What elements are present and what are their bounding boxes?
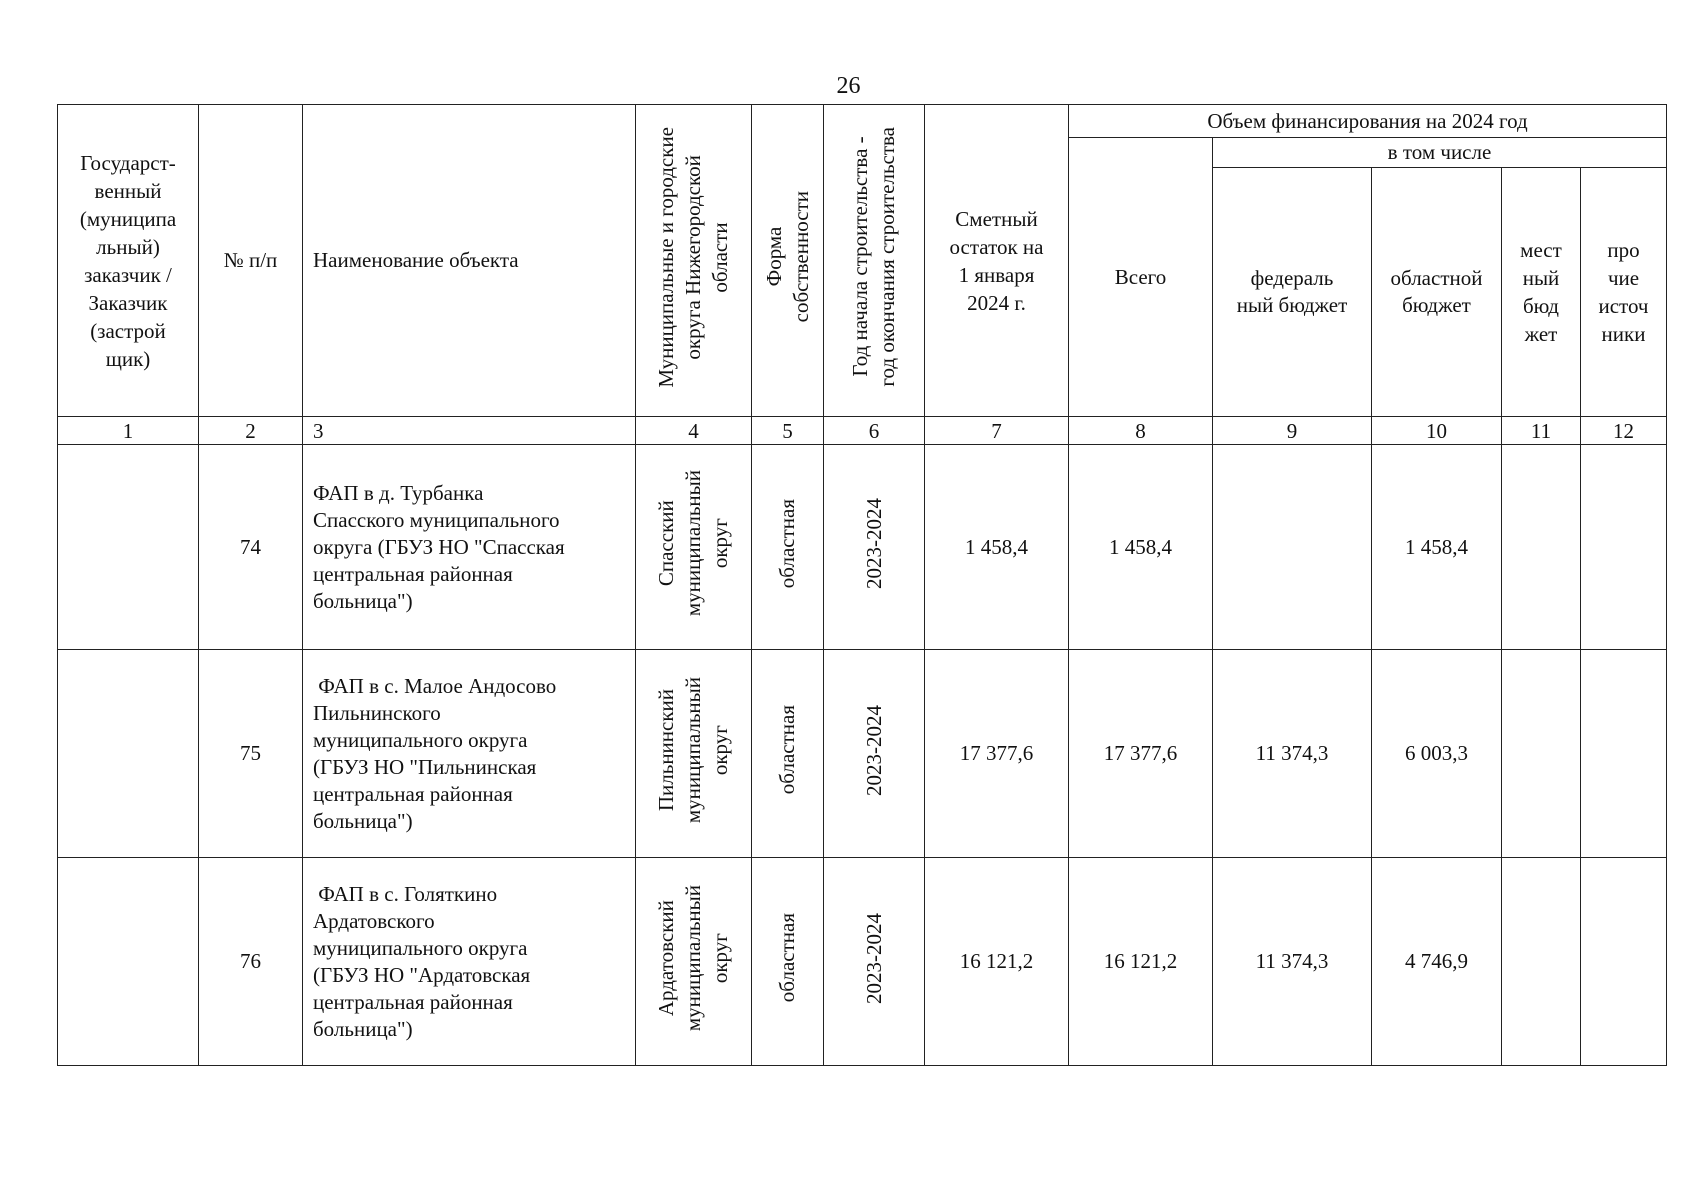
header-regional: областной бюджет xyxy=(1372,168,1502,417)
header-including: в том числе xyxy=(1213,138,1667,168)
object-name-line: округа (ГБУЗ НО "Спасская xyxy=(313,534,565,559)
object-name-line: ФАП в с. Голяткино xyxy=(313,881,498,906)
cell-regional: 4 746,9 xyxy=(1372,858,1502,1066)
object-name-line: (ГБУЗ НО "Ардатовская xyxy=(313,962,531,987)
cell-object-name xyxy=(303,858,636,1066)
column-number: 4 xyxy=(636,417,752,445)
object-name-line: Пильнинского xyxy=(313,700,441,725)
column-number: 8 xyxy=(1069,417,1213,445)
cell-municipality xyxy=(636,445,752,650)
cell-other xyxy=(1581,858,1667,1066)
cell-federal: 11 374,3 xyxy=(1213,858,1372,1066)
header-financing: Объем финансирования на 2024 год xyxy=(1069,105,1667,138)
years-text: 2023-2024 xyxy=(861,704,886,796)
cell-customer xyxy=(58,650,199,858)
object-name-line: центральная районная xyxy=(313,781,513,806)
column-number: 7 xyxy=(925,417,1069,445)
years-text: 2023-2024 xyxy=(861,498,886,589)
cell-total: 1 458,4 xyxy=(1069,445,1213,650)
column-number: 1 xyxy=(58,417,199,445)
header-object-name: Наименование объекта xyxy=(303,105,636,417)
header-ownership-text: Форма собственности xyxy=(761,191,813,323)
ownership-text: областная xyxy=(775,498,799,589)
column-number: 3 xyxy=(303,417,636,445)
cell-num: 75 xyxy=(199,650,303,858)
object-name-line: ФАП в д. Турбанка xyxy=(313,480,484,505)
object-name-line: больница") xyxy=(313,808,413,833)
object-name-line: Ардатовского xyxy=(313,908,435,933)
cell-other xyxy=(1581,650,1667,858)
cell-federal xyxy=(1213,445,1372,650)
object-name-line: больница") xyxy=(313,588,413,613)
cell-estimate: 17 377,6 xyxy=(925,650,1069,858)
column-number: 5 xyxy=(752,417,824,445)
header-years-text: Год начала строительства - год окончания строительства xyxy=(848,127,899,387)
cell-estimate: 16 121,2 xyxy=(925,858,1069,1066)
column-number: 2 xyxy=(199,417,303,445)
cell-object-name xyxy=(303,650,636,858)
cell-regional: 1 458,4 xyxy=(1372,445,1502,650)
object-name-line: ФАП в с. Малое Андосово xyxy=(313,673,557,698)
cell-ownership xyxy=(752,650,824,858)
cell-years xyxy=(824,445,925,650)
column-number: 6 xyxy=(824,417,925,445)
cell-municipality xyxy=(636,858,752,1066)
object-name-line: муниципального округа xyxy=(313,727,528,752)
column-number: 10 xyxy=(1372,417,1502,445)
header-customer: Государст- венный (муниципа льный) заказчик / Заказчик (застрой щик) xyxy=(58,105,199,417)
header-other: про чие источ ники xyxy=(1581,168,1667,417)
cell-customer xyxy=(58,445,199,650)
cell-customer xyxy=(58,858,199,1066)
cell-num: 74 xyxy=(199,445,303,650)
object-name-line: центральная районная xyxy=(313,989,513,1014)
column-number: 9 xyxy=(1213,417,1372,445)
table-row xyxy=(58,445,1667,650)
cell-local xyxy=(1502,650,1581,858)
object-name-line: больница") xyxy=(313,1016,413,1041)
object-name-line: (ГБУЗ НО "Пильнинская xyxy=(313,754,537,779)
header-estimate: Сметный остаток на 1 января 2024 г. xyxy=(925,105,1069,417)
cell-ownership xyxy=(752,858,824,1066)
cell-years xyxy=(824,650,925,858)
cell-local xyxy=(1502,858,1581,1066)
cell-federal: 11 374,3 xyxy=(1213,650,1372,858)
header-federal: федераль ный бюджет xyxy=(1213,168,1372,417)
municipality-text: Спасский муниципальный округ xyxy=(654,470,732,617)
cell-regional: 6 003,3 xyxy=(1372,650,1502,858)
header-ownership xyxy=(752,105,824,417)
cell-local xyxy=(1502,445,1581,650)
financing-table xyxy=(57,104,1667,1066)
header-municipalities xyxy=(636,105,752,417)
cell-estimate: 1 458,4 xyxy=(925,445,1069,650)
column-number: 11 xyxy=(1502,417,1581,445)
years-text: 2023-2024 xyxy=(861,912,886,1004)
cell-total: 17 377,6 xyxy=(1069,650,1213,858)
cell-municipality xyxy=(636,650,752,858)
ownership-text: областная xyxy=(775,913,799,1003)
object-name-line: центральная районная xyxy=(313,561,513,586)
header-total: Всего xyxy=(1069,138,1213,417)
municipality-text: Пильнинский муниципальный округ xyxy=(654,676,732,824)
ownership-text: областная xyxy=(775,705,799,795)
page-number: 26 xyxy=(836,73,861,99)
cell-object-name xyxy=(303,445,636,650)
object-name-line: Спасского муниципального xyxy=(313,507,560,532)
column-number: 12 xyxy=(1581,417,1667,445)
municipality-text: Ардатовский муниципальный округ xyxy=(654,884,732,1032)
cell-ownership xyxy=(752,445,824,650)
cell-years xyxy=(824,858,925,1066)
table-row xyxy=(58,858,1667,1066)
cell-num: 76 xyxy=(199,858,303,1066)
cell-total: 16 121,2 xyxy=(1069,858,1213,1066)
object-name-line: муниципального округа xyxy=(313,935,528,960)
cell-other xyxy=(1581,445,1667,650)
header-years xyxy=(824,105,925,417)
header-local: мест ный бюд жет xyxy=(1502,168,1581,417)
header-municipalities-text: Муниципальные и городские округа Нижегородской области xyxy=(654,126,732,388)
table-row xyxy=(58,650,1667,858)
header-num: № п/п xyxy=(199,105,303,417)
